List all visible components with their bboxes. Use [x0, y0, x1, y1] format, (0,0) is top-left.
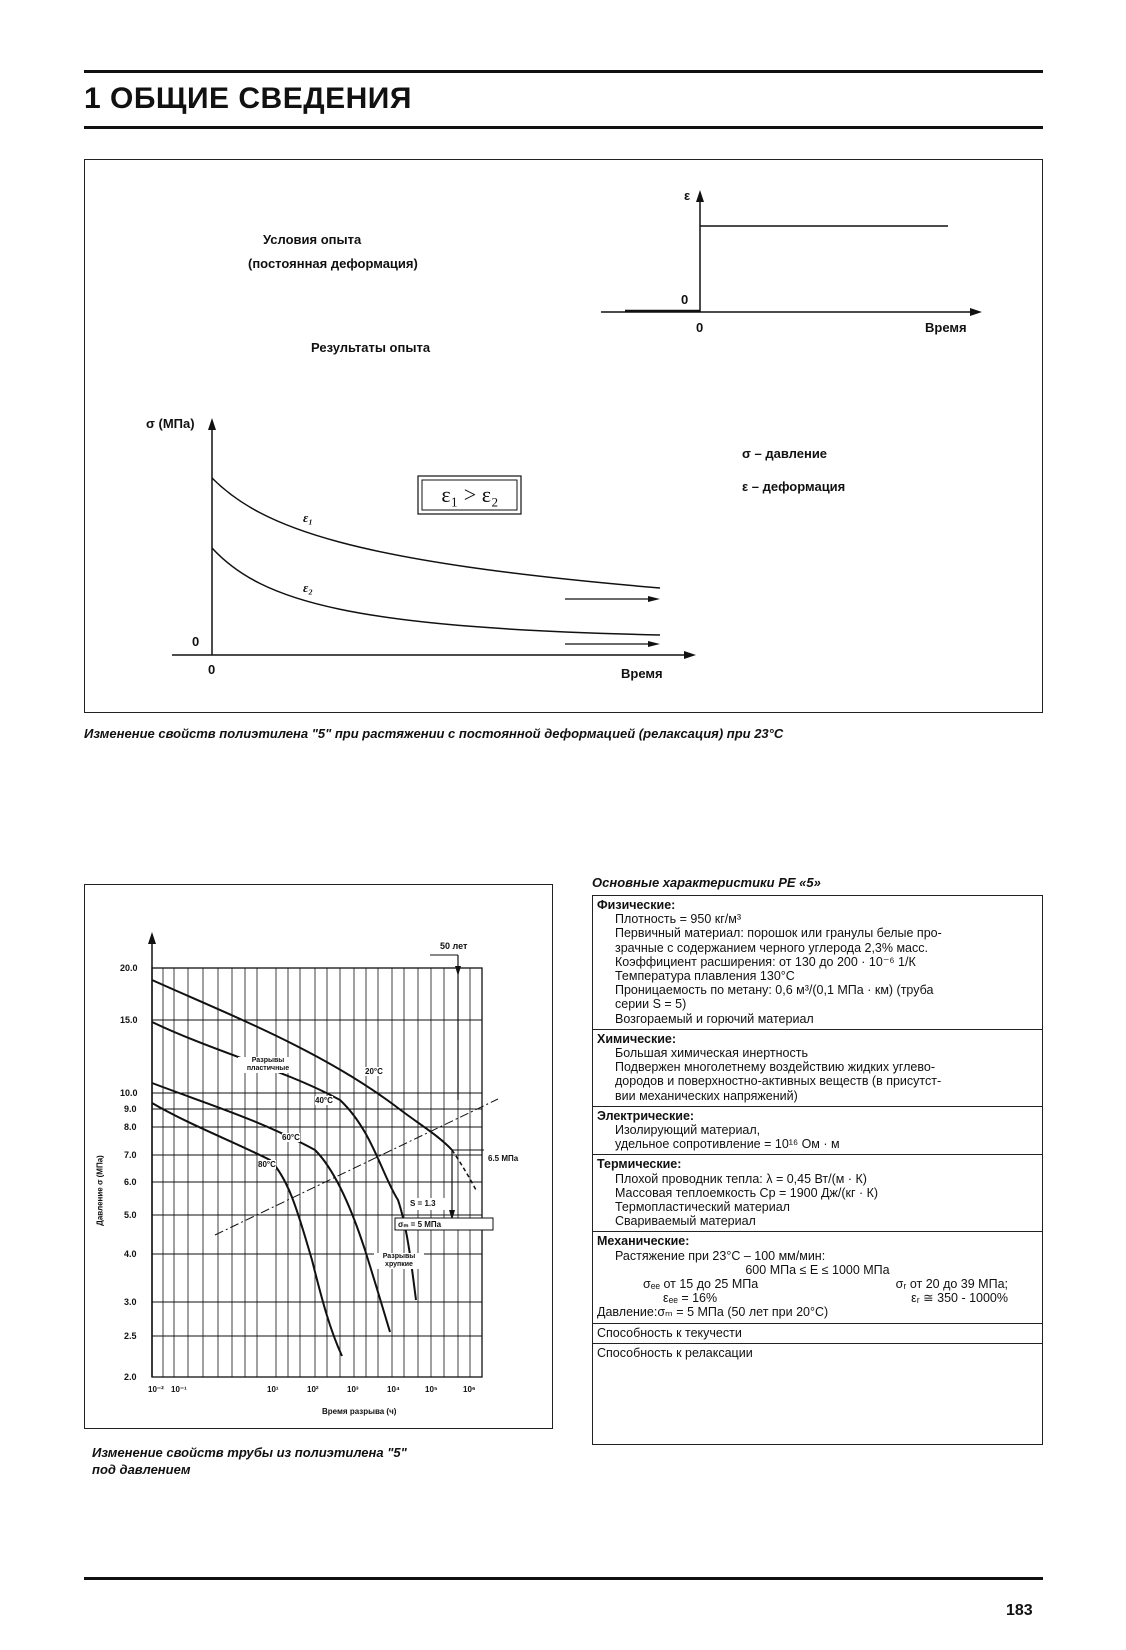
thermal-line: Термопластический материал: [615, 1200, 790, 1215]
sigma-m-label: σₘ = 5 МПа: [398, 1220, 442, 1229]
relax-line: Способность к релаксации: [597, 1345, 753, 1360]
pressure-line: Давление:σₘ = 5 МПа (50 лет при 20°С): [597, 1305, 829, 1320]
y-tick-3: 3.0: [124, 1297, 137, 1307]
page-title: 1 ОБЩИЕ СВЕДЕНИЯ: [84, 82, 412, 115]
temp-60-label: 60°С: [282, 1133, 300, 1142]
section-mechanical: [593, 1232, 1042, 1323]
electrical-line: Изолирующий материал,: [615, 1123, 761, 1138]
mechanical-row: [597, 1291, 1038, 1305]
section-thermal: [593, 1155, 1042, 1232]
y-tick-5: 5.0: [124, 1210, 137, 1220]
y-tick-20: 20.0: [120, 963, 138, 973]
flow-line: Способность к текучести: [597, 1325, 742, 1340]
mechanical-title: Механические:: [597, 1234, 690, 1249]
sigma-axis-label: σ (МПа): [146, 416, 195, 431]
section-relax: [593, 1344, 1042, 1363]
physical-line: Коэффициент расширения: от 130 до 200 · 10⁻⁶ 1/К: [615, 954, 916, 969]
physical-line: Проницаемость по метану: 0,6 м³/(0,1 МПа · км) (труба: [615, 983, 934, 998]
time-label-bottom: Время: [621, 666, 663, 681]
y-tick-8: 8.0: [124, 1122, 137, 1132]
chemical-line: Большая химическая инертность: [615, 1046, 808, 1061]
bottom-rule: [84, 1577, 1043, 1580]
y-tick-2: 2.0: [124, 1372, 137, 1382]
x-tick-1e3: 10³: [347, 1385, 359, 1394]
plastic-label-1: Разрывы: [251, 1057, 285, 1064]
pressure-65-label: 6.5 МПа: [488, 1154, 519, 1163]
physical-line: зрачные с содержанием черного углерода 2,3% масс.: [615, 940, 928, 955]
mechanical-line: 600 МПа ≤ E ≤ 1000 МПа: [745, 1262, 890, 1277]
sigma-origin-label: 0: [208, 662, 216, 677]
eps-comparison-box: ε₁ > ε₂: [441, 482, 499, 507]
figure1-caption: Изменение свойств полиэтилена "5" при растяжении с постоянной деформацией (релаксация) при 23°С: [84, 726, 784, 741]
y-axis-label: Давление σ (МПа): [95, 1155, 105, 1226]
y-tick-2-5: 2.5: [124, 1331, 137, 1341]
conditions-label-1: Условия опыта: [263, 232, 362, 247]
thermal-line: Плохой проводник тепла: λ = 0,45 Вт/(м · К): [615, 1171, 867, 1186]
y-tick-9: 9.0: [124, 1104, 137, 1114]
mechanical-line: Растяжение при 23°С – 100 мм/мин:: [615, 1248, 826, 1263]
x-axis-label: Время разрыва (ч): [322, 1407, 397, 1416]
physical-line: Возгораемый и горючий материал: [615, 1011, 814, 1026]
thermal-line: Массовая теплоемкость Ср = 1900 Дж/(кг · К): [615, 1185, 879, 1200]
x-tick-1e4: 10⁴: [387, 1385, 400, 1394]
x-tick-1e6: 10⁶: [463, 1385, 476, 1394]
physical-line: серии S = 5): [615, 997, 687, 1012]
y-tick-4: 4.0: [124, 1249, 137, 1259]
x-tick-1e2: 10²: [307, 1385, 319, 1394]
brittle-label-2: хрупкие: [385, 1261, 413, 1268]
x-tick-1e-1: 10⁻¹: [171, 1385, 187, 1394]
figure2-caption-2: под давлением: [92, 1462, 191, 1477]
years-label: 50 лет: [440, 941, 468, 951]
section-physical: [593, 896, 1042, 1030]
x-tick-1e5: 10⁵: [425, 1385, 438, 1394]
legend-eps: ε – деформация: [742, 479, 846, 494]
x-tick-1e1: 10¹: [267, 1385, 279, 1394]
mechanical-value: εᵣ ≅ 350 - 1000%: [911, 1291, 1008, 1306]
y-tick-7: 7.0: [124, 1150, 137, 1160]
eps-origin-label: 0: [696, 320, 704, 335]
mechanical-value: σᵣ от 20 до 39 МПа;: [895, 1277, 1008, 1292]
section-chemical: [593, 1030, 1042, 1107]
results-label: Результаты опыта: [311, 340, 431, 355]
physical-title: Физические:: [597, 898, 676, 912]
temp-80-label: 80°С: [258, 1160, 276, 1169]
brittle-label: [374, 1253, 424, 1269]
x-tick-1e-2: 10⁻²: [148, 1385, 164, 1394]
electrical-line: удельное сопротивление = 10¹⁶ Ом · м: [615, 1137, 840, 1152]
chemical-line: Подвержен многолетнему воздействию жидких углево-: [615, 1060, 935, 1075]
curve-eps1-label: ε₁: [303, 510, 313, 525]
properties-table: [592, 895, 1043, 1445]
mechanical-value: εₑₑ = 16%: [663, 1291, 718, 1306]
eps-zero-label: 0: [681, 292, 689, 307]
physical-line: Температура плавления 130°С: [615, 969, 795, 984]
time-label-top: Время: [925, 320, 967, 335]
mechanical-row: [597, 1277, 1038, 1291]
legend-sigma: σ – давление: [742, 446, 828, 461]
conditions-label-2: (постоянная деформация): [248, 256, 418, 271]
curve-eps2-label: ε₂: [303, 580, 313, 595]
physical-line: Первичный материал: порошок или гранулы белые про-: [615, 926, 942, 941]
y-tick-15: 15.0: [120, 1015, 138, 1025]
temp-40-label: 40°С: [315, 1096, 333, 1105]
chemical-line: дородов и поверхностно-активных веществ (в присутст-: [615, 1074, 942, 1089]
plastic-label-2: пластичные: [246, 1065, 290, 1072]
electrical-title: Электрические:: [597, 1108, 695, 1123]
section-electrical: [593, 1107, 1042, 1156]
sigma-zero-label: 0: [192, 634, 200, 649]
chemical-title: Химические:: [597, 1031, 677, 1046]
eps-axis-label: ε: [684, 188, 691, 203]
plastic-label: [238, 1057, 298, 1073]
chemical-line: вии механических напряжений): [615, 1088, 798, 1103]
safety-factor-label: S = 1.3: [410, 1199, 436, 1208]
thermal-line: Свариваемый материал: [615, 1214, 756, 1229]
page-number: 183: [1006, 1602, 1033, 1619]
y-tick-6: 6.0: [124, 1177, 137, 1187]
mechanical-value: σₑₑ от 15 до 25 МПа: [643, 1277, 759, 1292]
y-tick-10: 10.0: [120, 1088, 138, 1098]
thermal-title: Термические:: [597, 1157, 682, 1172]
figure2-caption-1: Изменение свойств трубы из полиэтилена "5": [92, 1445, 407, 1460]
brittle-label-1: Разрывы: [382, 1253, 416, 1260]
section-flow: [593, 1324, 1042, 1344]
properties-heading: Основные характеристики PE «5»: [592, 875, 821, 890]
temp-20-label: 20°С: [365, 1067, 383, 1076]
physical-line: Плотность = 950 кг/м³: [615, 912, 741, 927]
